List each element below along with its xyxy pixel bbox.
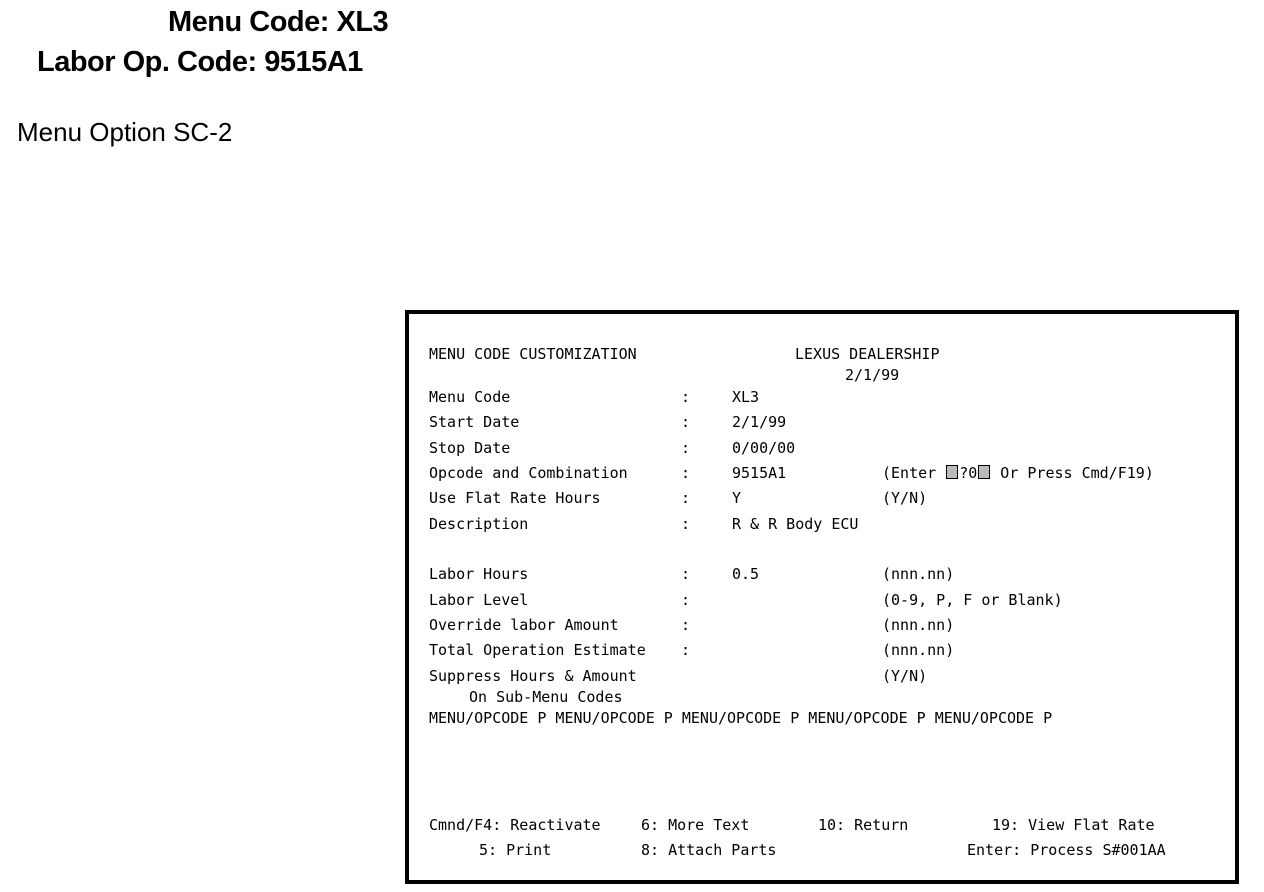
field-label: Start Date	[429, 413, 520, 431]
f8-attach-parts-key[interactable]: 8: Attach Parts	[641, 841, 777, 859]
field-hint: (nnn.nn)	[882, 616, 955, 634]
field-row-suppress	[409, 667, 1235, 685]
field-hint: (nnn.nn)	[882, 641, 955, 659]
field-row-flat-rate	[409, 489, 1235, 507]
field-colon: :	[681, 515, 691, 533]
field-label: Stop Date	[429, 439, 511, 457]
menu-code-field[interactable]: XL3	[732, 388, 760, 406]
field-label: Description	[429, 515, 529, 533]
field-row-description	[409, 515, 1235, 533]
field-row-menu-code	[409, 388, 1235, 406]
labor-op-code-heading: Labor Op. Code: 9515A1	[37, 46, 363, 78]
f5-print-key[interactable]: 5: Print	[479, 841, 552, 859]
opcode-field[interactable]: 9515A1	[732, 464, 787, 482]
field-colon: :	[681, 464, 691, 482]
field-hint: (nnn.nn)	[882, 565, 955, 583]
field-colon: :	[681, 591, 691, 609]
dealer-name: LEXUS DEALERSHIP	[795, 345, 940, 363]
hint-text: Or Press Cmd/F19)	[991, 464, 1154, 482]
field-label: Opcode and Combination	[429, 464, 628, 482]
screen-date: 2/1/99	[845, 366, 900, 384]
missing-glyph-icon	[946, 465, 958, 479]
field-hint: (0-9, P, F or Blank)	[882, 591, 1063, 609]
opcode-strip: MENU/OPCODE P MENU/OPCODE P MENU/OPCODE P MENU/OPCODE P MENU/OPCODE P	[429, 709, 1053, 727]
start-date-field[interactable]: 2/1/99	[732, 413, 787, 431]
field-row-opcode	[409, 464, 1235, 482]
f6-more-text-key[interactable]: 6: More Text	[641, 816, 750, 834]
field-row-override-amount	[409, 616, 1235, 634]
field-label: Override labor Amount	[429, 616, 619, 634]
f4-reactivate-key[interactable]: Cmnd/F4: Reactivate	[429, 816, 601, 834]
field-label: Suppress Hours & Amount	[429, 667, 637, 685]
menu-option-caption: Menu Option SC-2	[17, 117, 233, 147]
field-colon: :	[681, 388, 691, 406]
field-label: Labor Hours	[429, 565, 529, 583]
screen-title: MENU CODE CUSTOMIZATION	[429, 345, 637, 363]
field-hint: (Y/N)	[882, 489, 928, 507]
suppress-sub-label: On Sub-Menu Codes	[469, 688, 623, 706]
field-row-start-date	[409, 413, 1235, 431]
hint-text: (Enter	[882, 464, 946, 482]
field-label: Labor Level	[429, 591, 529, 609]
stop-date-field[interactable]: 0/00/00	[732, 439, 796, 457]
field-colon: :	[681, 489, 691, 507]
field-colon: :	[681, 565, 691, 583]
enter-process-key[interactable]: Enter: Process S#001AA	[967, 841, 1166, 859]
field-hint: (Y/N)	[882, 667, 928, 685]
field-label: Use Flat Rate Hours	[429, 489, 601, 507]
menu-code-heading: Menu Code: XL3	[168, 6, 389, 38]
terminal-screen	[405, 310, 1239, 884]
field-row-labor-hours	[409, 565, 1235, 583]
field-label: Menu Code	[429, 388, 511, 406]
field-colon: :	[681, 439, 691, 457]
flat-rate-field[interactable]: Y	[732, 489, 742, 507]
f10-return-key[interactable]: 10: Return	[818, 816, 909, 834]
field-label: Total Operation Estimate	[429, 641, 646, 659]
f19-view-flat-rate-key[interactable]: 19: View Flat Rate	[992, 816, 1155, 834]
missing-glyph-icon	[978, 465, 990, 479]
field-colon: :	[681, 413, 691, 431]
opcode-hint	[882, 464, 1154, 482]
field-row-labor-level	[409, 591, 1235, 609]
field-row-stop-date	[409, 439, 1235, 457]
field-colon: :	[681, 641, 691, 659]
labor-hours-field[interactable]: 0.5	[732, 565, 760, 583]
hint-text: ?0	[959, 464, 978, 482]
field-colon: :	[681, 616, 691, 634]
field-row-total-estimate	[409, 641, 1235, 659]
description-field[interactable]: R & R Body ECU	[732, 515, 859, 533]
